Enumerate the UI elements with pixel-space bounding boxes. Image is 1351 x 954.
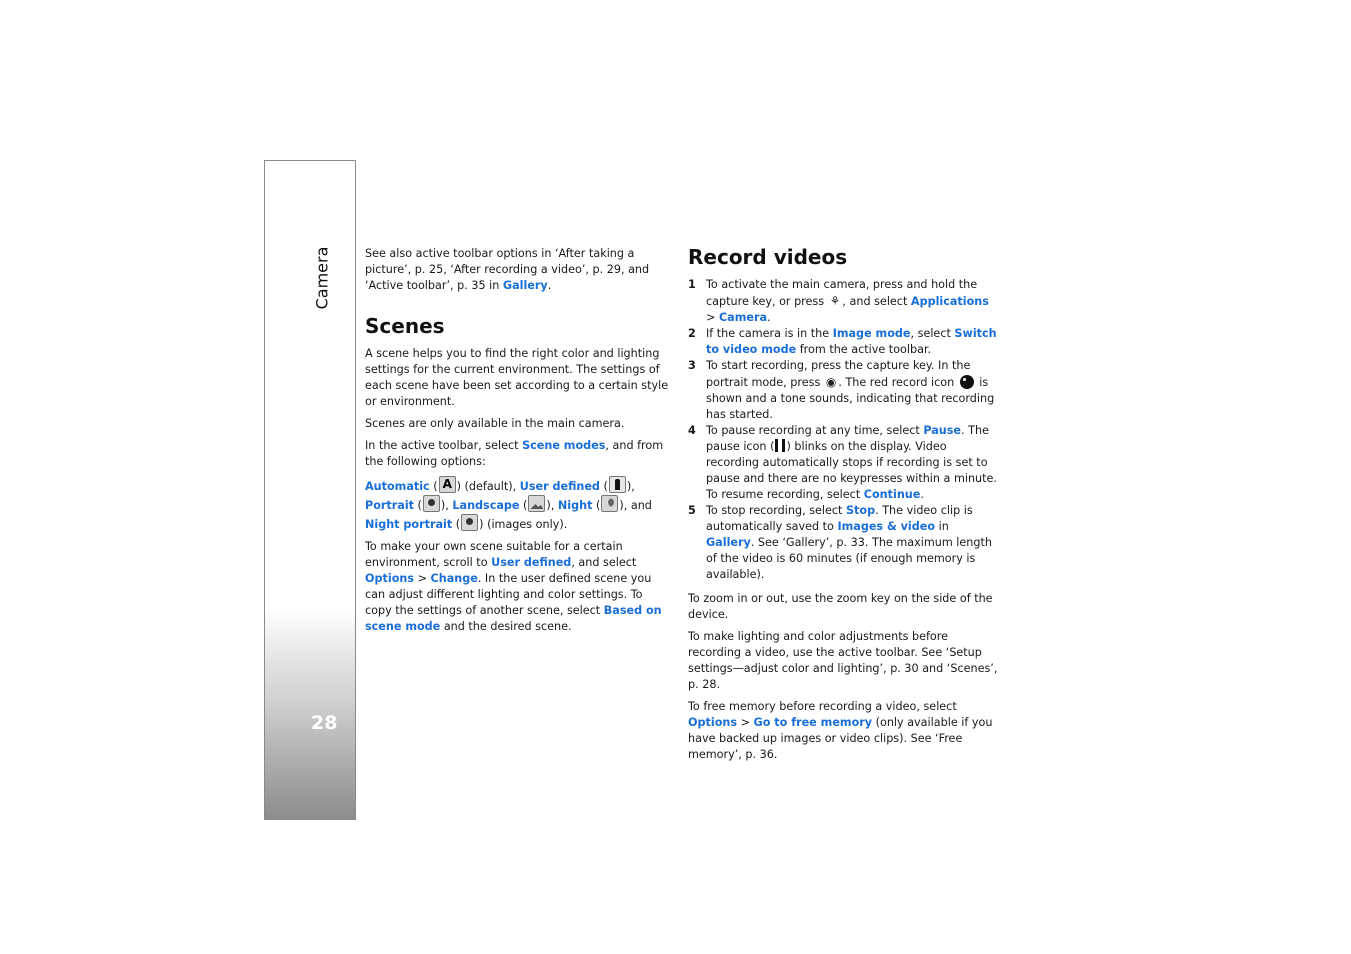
text: , select	[910, 327, 955, 340]
text: >	[737, 716, 754, 729]
step-number: 3	[688, 359, 696, 372]
user-defined-link[interactable]: User defined	[491, 556, 572, 569]
text: To stop recording, select	[706, 504, 846, 517]
night-portrait-scene-icon	[461, 514, 478, 531]
gallery-link[interactable]: Gallery	[706, 536, 751, 549]
text: To activate the main camera, press and hold the capture key, or press	[706, 278, 978, 308]
scene-options: Automatic (A ) (default), User defined ( ), Portrait ( ), Landscape ( ), Night ( ), and Night portrait ( ) (images only).	[365, 476, 671, 533]
text: To free memory before recording a video, select	[688, 700, 957, 713]
zoom-paragraph: To zoom in or out, use the zoom key on the side of the device.	[688, 592, 993, 621]
page-number: 28	[311, 712, 338, 734]
landscape-scene-icon	[528, 495, 545, 512]
automatic-scene-icon	[439, 476, 456, 493]
step-1	[688, 277, 998, 326]
image-mode-link[interactable]: Image mode	[832, 327, 911, 340]
text: .	[547, 279, 552, 292]
side-tab	[264, 160, 356, 820]
text: is shown and a tone sounds, indicating that recording has started.	[706, 376, 995, 421]
scene-modes-link[interactable]: Scene modes	[522, 439, 606, 452]
switch-to-video-mode-link[interactable]: Switch to video mode	[706, 327, 997, 356]
step-2	[688, 326, 998, 358]
text: >	[706, 311, 719, 324]
step-number: 1	[688, 278, 696, 291]
text: If the camera is in the	[706, 327, 833, 340]
record-icon	[960, 375, 974, 389]
user-defined-scene-icon	[609, 476, 626, 493]
options-link[interactable]: Options	[688, 716, 738, 729]
text: . The red record icon	[838, 376, 958, 389]
text: , and select	[571, 556, 637, 569]
scenes-availability: Scenes are only available in the main camera.	[365, 417, 625, 430]
text: , and select	[842, 295, 911, 308]
text: (only available if you have backed up images or video clips). See ‘Free memory’, p. 36.	[688, 716, 993, 761]
scenes-select	[365, 438, 671, 470]
step-5	[688, 503, 998, 583]
left-column	[365, 246, 671, 300]
text: In the active toolbar, select	[365, 439, 523, 452]
change-link[interactable]: Change	[430, 572, 478, 585]
text: . The pause icon (	[706, 424, 989, 453]
night-option[interactable]: Night	[557, 499, 593, 512]
portrait-option[interactable]: Portrait	[365, 499, 414, 512]
pause-icon	[775, 439, 785, 452]
landscape-option[interactable]: Landscape	[452, 499, 520, 512]
night-scene-icon	[601, 495, 618, 512]
go-to-free-memory-link[interactable]: Go to free memory	[753, 716, 873, 729]
step-number: 4	[688, 424, 696, 437]
text: ) (images only).	[479, 518, 568, 531]
night-portrait-option[interactable]: Night portrait	[365, 518, 453, 531]
portrait-scene-icon	[423, 495, 440, 512]
text: . The video clip is automatically saved to	[706, 504, 973, 533]
user-defined-option[interactable]: User defined	[519, 480, 600, 493]
step-4	[688, 423, 998, 503]
text: See also active toolbar options in ‘After taking a picture’, p. 25, ‘After recording a video’, p. 29, and ‘Active toolbar’, p. 35 in	[365, 247, 650, 292]
gallery-link[interactable]: Gallery	[502, 279, 548, 292]
scenes-heading: Scenes	[365, 314, 445, 338]
text: ) blinks on the display. Video recording automatically stops if recording is set to pause and there are no keypresses within a minute. To resume recording, select	[706, 440, 997, 501]
text: >	[414, 572, 431, 585]
text: , and from the following options:	[365, 439, 664, 468]
scroll-key-icon: ◉	[825, 375, 837, 389]
intro-paragraph	[365, 246, 671, 294]
text: To start recording, press the capture key. In the portrait mode, press	[706, 359, 971, 389]
record-videos-heading: Record videos	[688, 245, 848, 269]
text: ), and	[619, 499, 652, 512]
step-number: 5	[688, 504, 696, 517]
free-memory-paragraph	[688, 699, 998, 763]
text: . In the user defined scene you can adjust different lighting and color settings. To copy the settings of another scene, select	[365, 572, 652, 617]
camera-link[interactable]: Camera	[718, 311, 768, 324]
continue-link[interactable]: Continue	[863, 488, 921, 501]
step-3	[688, 358, 998, 423]
text: To make your own scene suitable for a certain environment, scroll to	[365, 540, 623, 569]
applications-link[interactable]: Applications	[910, 295, 989, 308]
scenes-intro: A scene helps you to find the right color and lighting settings for the current environment. The settings of each scene have been set according to a certain style or environment.	[365, 347, 669, 408]
automatic-option[interactable]: Automatic	[365, 480, 430, 493]
text: and the desired scene.	[440, 620, 572, 633]
images-and-video-link[interactable]: Images & video	[837, 520, 936, 533]
stop-link[interactable]: Stop	[846, 504, 876, 517]
options-link[interactable]: Options	[365, 572, 415, 585]
text: To pause recording at any time, select	[706, 424, 924, 437]
based-on-scene-mode-link[interactable]: Based on scene mode	[365, 604, 662, 633]
section-label: Camera	[312, 246, 332, 310]
text: in	[935, 520, 949, 533]
text: ) (default),	[456, 480, 520, 493]
step-number: 2	[688, 327, 696, 340]
pause-link[interactable]: Pause	[923, 424, 962, 437]
menu-key-icon: ⚘	[829, 294, 841, 308]
text: .	[767, 311, 771, 324]
text: .	[920, 488, 924, 501]
lighting-paragraph: To make lighting and color adjustments before recording a video, use the active toolbar. See ‘Setup settings—adjust color and lighting’, p. 30 and ‘Scenes’, p. 28.	[688, 630, 998, 691]
text: from the active toolbar.	[796, 343, 932, 356]
text: . See ‘Gallery’, p. 33. The maximum length of the video is 60 minutes (if enough memory is available).	[706, 536, 992, 581]
user-scene-paragraph	[365, 539, 671, 635]
scenes-body	[365, 346, 671, 641]
right-column	[688, 277, 998, 769]
